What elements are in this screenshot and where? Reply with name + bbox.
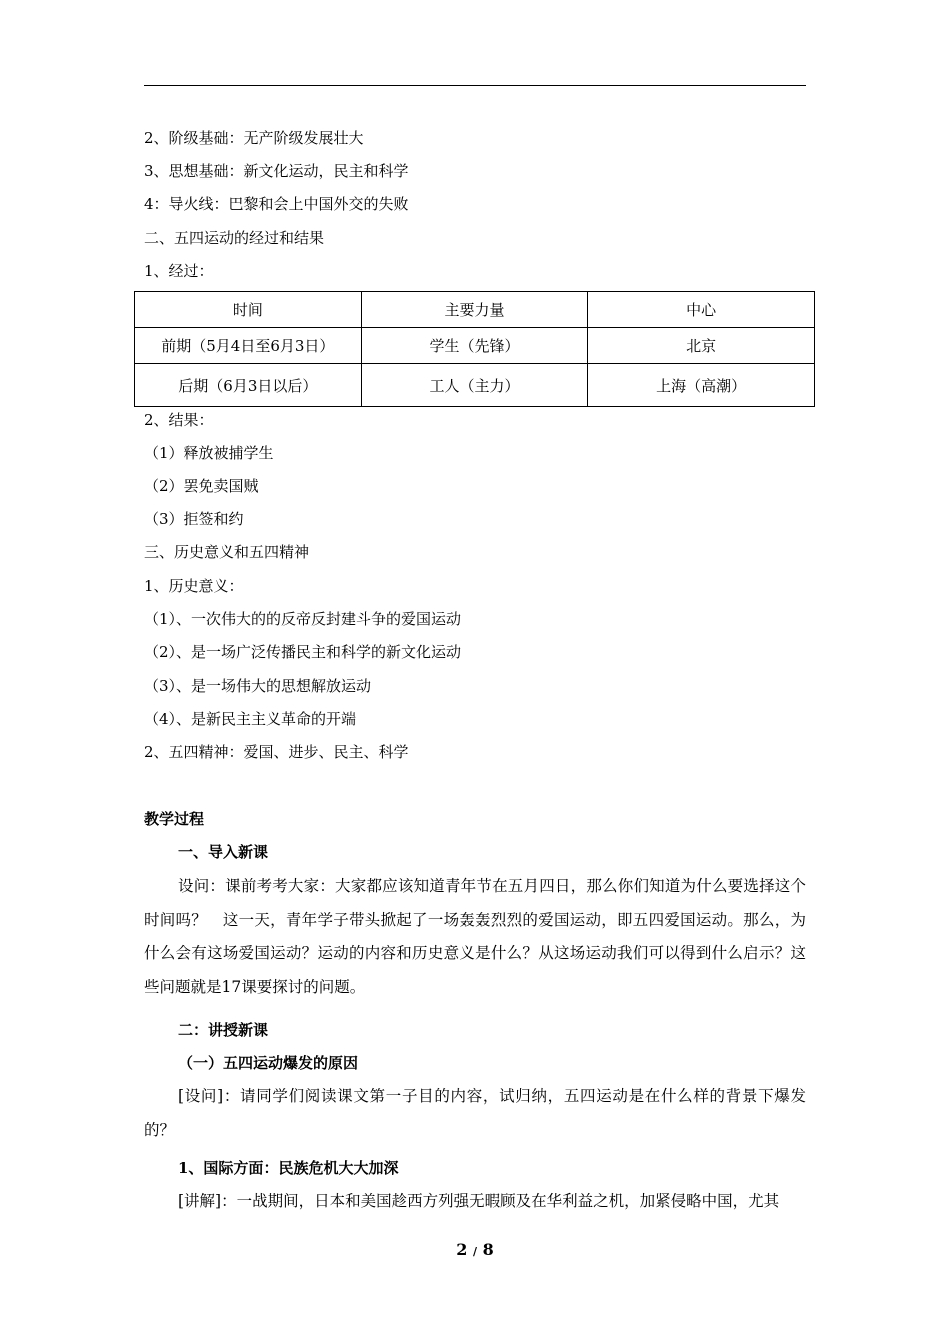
table-cell: 上海（高潮）	[588, 364, 815, 407]
paragraph: 设问：课前考考大家：大家都应该知道青年节在五月四日，那么你们知道为什么要选择这个时间吗？ 这一天，青年学子带头掀起了一场轰轰烈烈的爱国运动，即五四爱国运动。那么，为什么会有这场爱国运动？运动的内容和历史意义是什么？从这场运动我们可以得到什么启示？这些问题就是17课要探讨的问题。	[144, 877, 806, 996]
text-line: 4：导火线：巴黎和会上中国外交的失败	[144, 195, 409, 213]
section-heading: 三、历史意义和五四精神	[144, 543, 310, 561]
subsection-heading: 1、国际方面：民族危机大大加深	[178, 1159, 399, 1177]
table-row	[135, 364, 815, 407]
header-rule	[144, 85, 806, 86]
page-current: 2	[456, 1240, 468, 1259]
subsection-heading: （一）五四运动爆发的原因	[178, 1054, 359, 1072]
text-line: （3）、是一场伟大的思想解放运动	[144, 677, 372, 695]
text-line: （1）、一次伟大的的反帝反封建斗争的爱国运动	[144, 610, 462, 628]
page-separator: /	[472, 1245, 478, 1258]
text-line: 1、历史意义：	[144, 577, 244, 595]
text-line: 2、阶级基础：无产阶级发展壮大	[144, 129, 364, 147]
text-line: 3、思想基础：新文化运动，民主和科学	[144, 162, 409, 180]
table-cell: 后期（6月3日以后）	[135, 364, 362, 407]
table-cell: 工人（主力）	[361, 364, 588, 407]
section-heading: 二、五四运动的经过和结果	[144, 229, 325, 247]
page-total: 8	[482, 1240, 494, 1259]
process-table	[134, 291, 815, 407]
table-header-cell: 时间	[135, 292, 362, 328]
table-cell: 北京	[588, 328, 815, 364]
table-cell: 前期（5月4日至6月3日）	[135, 328, 362, 364]
section-heading: 二：讲授新课	[178, 1021, 269, 1039]
text-line: （2）罢免卖国贼	[144, 477, 259, 495]
section-heading: 一、导入新课	[178, 843, 269, 861]
table-header-cell: 主要力量	[361, 292, 588, 328]
text-line: （4）、是新民主主义革命的开端	[144, 710, 357, 728]
text-line: 2、五四精神：爱国、进步、民主、科学	[144, 743, 409, 761]
text-line: 1、经过：	[144, 262, 214, 280]
table-header-cell: 中心	[588, 292, 815, 328]
paragraph: [设问]：请同学们阅读课文第一子目的内容，试归纳，五四运动是在什么样的背景下爆发的？	[144, 1087, 806, 1139]
table-row	[135, 328, 815, 364]
page-number	[0, 1240, 950, 1259]
text-line: （2）、是一场广泛传播民主和科学的新文化运动	[144, 643, 462, 661]
text-line: （3）拒签和约	[144, 510, 244, 528]
text-line: （1）释放被捕学生	[144, 444, 274, 462]
paragraph: [讲解]：一战期间，日本和美国趁西方列强无暇顾及在华利益之机，加紧侵略中国，尤其	[178, 1192, 780, 1210]
table-cell: 学生（先锋）	[361, 328, 588, 364]
process-title: 教学过程	[144, 810, 205, 828]
table-header-row	[135, 292, 815, 328]
text-line: 2、结果：	[144, 411, 214, 429]
